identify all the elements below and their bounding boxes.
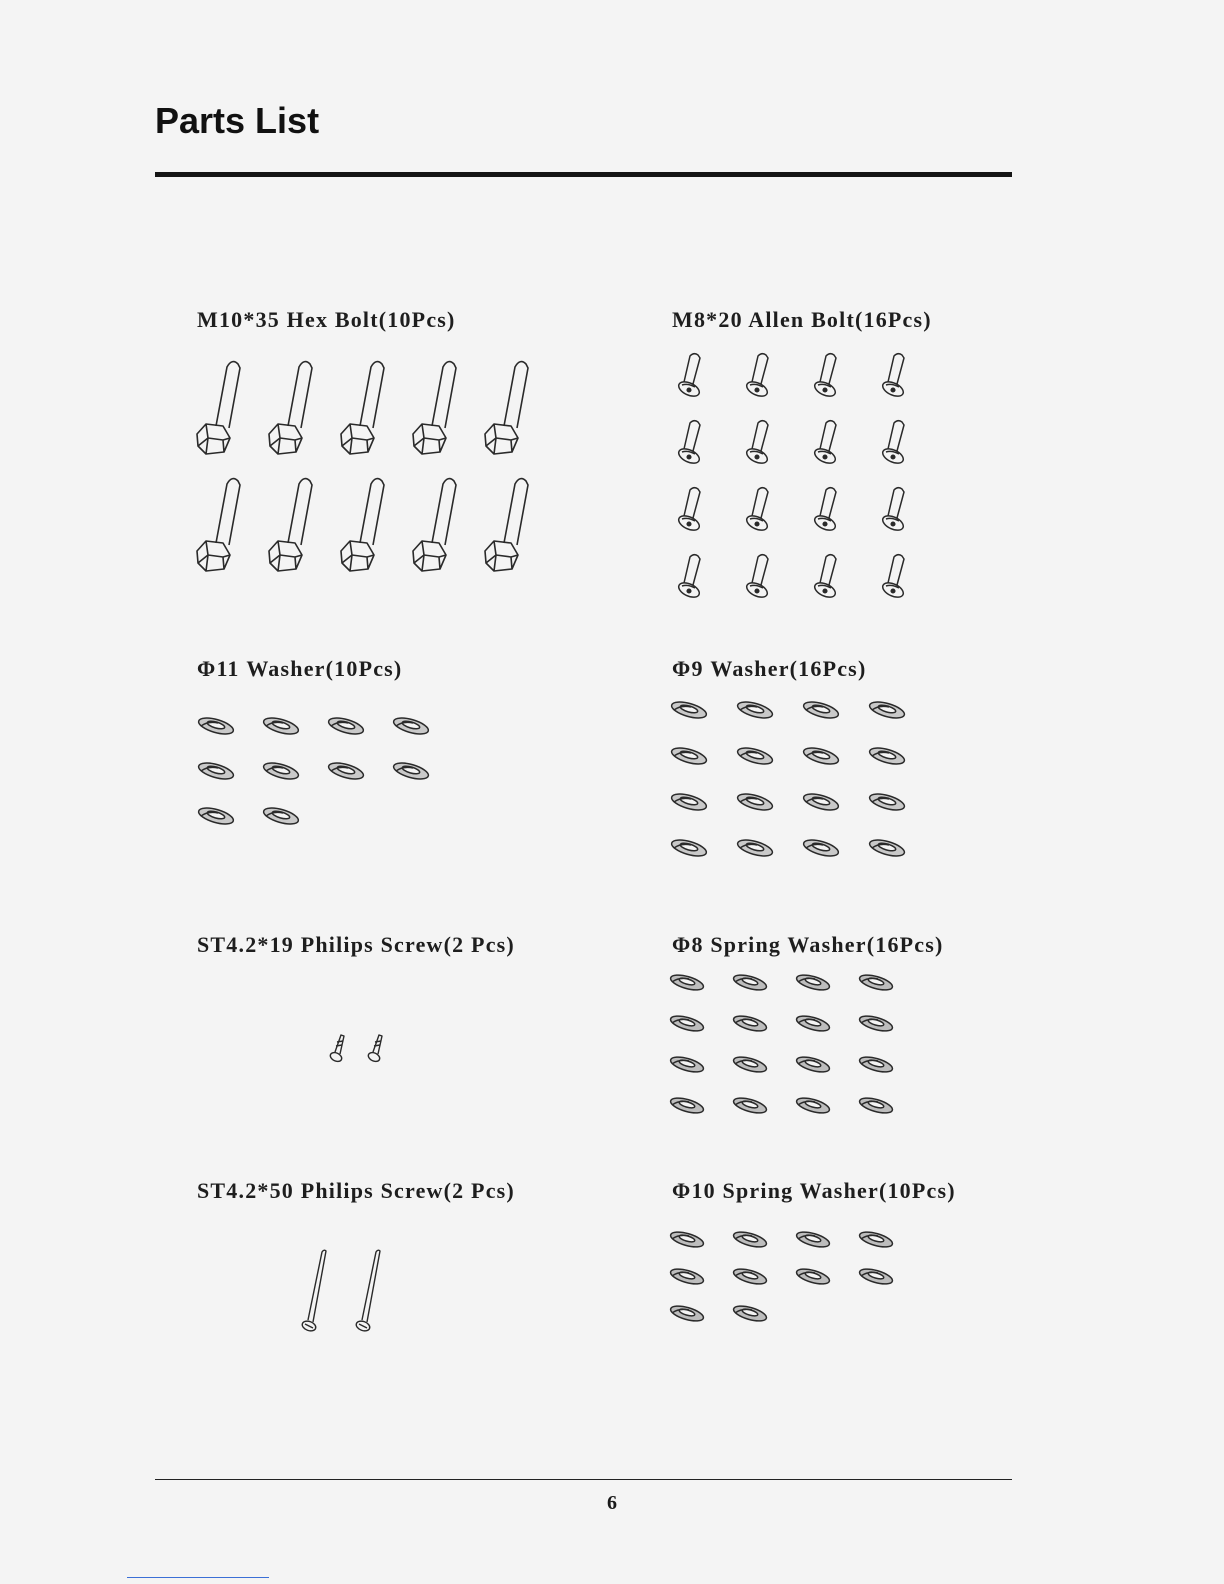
edge-link-line bbox=[127, 1577, 269, 1578]
allen-bolt-icon bbox=[880, 553, 906, 599]
footer-rule bbox=[155, 1479, 1012, 1480]
spring-washer-icon bbox=[857, 1055, 895, 1074]
spring-washer-icon bbox=[857, 1230, 895, 1249]
spring-washer-icon bbox=[794, 1055, 832, 1074]
allen-bolt-icon bbox=[812, 486, 838, 532]
washer-icon bbox=[867, 700, 907, 720]
allen-bolt-icon bbox=[880, 486, 906, 532]
short-screw-icon bbox=[365, 1032, 387, 1064]
washer-icon bbox=[196, 806, 236, 826]
spring-washer-icon bbox=[857, 1267, 895, 1286]
washer-icon bbox=[261, 716, 301, 736]
spring-washer-icon bbox=[794, 1267, 832, 1286]
label-spring-washer-8: Φ8 Spring Washer(16Pcs) bbox=[672, 932, 944, 957]
spring-washer-icon bbox=[668, 1014, 706, 1033]
allen-bolt-icon bbox=[676, 486, 702, 532]
spring-washer-icon bbox=[857, 973, 895, 992]
washer-icon bbox=[196, 761, 236, 781]
spring-washer-icon bbox=[731, 1230, 769, 1249]
spring-washer-icon bbox=[731, 1304, 769, 1323]
allen-bolt-icon bbox=[812, 352, 838, 398]
label-spring-washer-10: Φ10 Spring Washer(10Pcs) bbox=[672, 1178, 956, 1203]
label-washer-9: Φ9 Washer(16Pcs) bbox=[672, 656, 867, 681]
spring-washer-icon bbox=[668, 1267, 706, 1286]
spring-washer-icon bbox=[668, 1230, 706, 1249]
washer-icon bbox=[196, 716, 236, 736]
washer-icon bbox=[669, 838, 709, 858]
spring-washer-icon bbox=[668, 1304, 706, 1323]
spring-washer-icon bbox=[731, 1096, 769, 1115]
allen-bolt-icon bbox=[744, 486, 770, 532]
washer-icon bbox=[867, 792, 907, 812]
page-title: Parts List bbox=[155, 100, 320, 141]
label-screw-19: ST4.2*19 Philips Screw(2 Pcs) bbox=[197, 932, 515, 957]
allen-bolt-icon bbox=[676, 352, 702, 398]
washer-icon bbox=[261, 806, 301, 826]
hex-bolt-icon bbox=[194, 475, 244, 573]
washer-icon bbox=[735, 838, 775, 858]
spring-washer-icon bbox=[794, 1014, 832, 1033]
allen-bolt-icon bbox=[880, 419, 906, 465]
title-rule bbox=[155, 172, 1012, 177]
long-screw-icon bbox=[354, 1248, 384, 1334]
allen-bolt-icon bbox=[880, 352, 906, 398]
washer-icon bbox=[801, 838, 841, 858]
hex-bolt-icon bbox=[338, 358, 388, 456]
hex-bolt-icon bbox=[266, 475, 316, 573]
washer-icon bbox=[669, 700, 709, 720]
label-allen-bolt: M8*20 Allen Bolt(16Pcs) bbox=[672, 307, 932, 332]
allen-bolt-icon bbox=[744, 352, 770, 398]
spring-washer-icon bbox=[794, 973, 832, 992]
spring-washer-icon bbox=[668, 1055, 706, 1074]
allen-bolt-icon bbox=[676, 553, 702, 599]
washer-icon bbox=[735, 792, 775, 812]
spring-washer-icon bbox=[668, 973, 706, 992]
washer-icon bbox=[391, 761, 431, 781]
label-hex-bolt: M10*35 Hex Bolt(10Pcs) bbox=[197, 307, 456, 332]
spring-washer-icon bbox=[857, 1096, 895, 1115]
spring-washer-icon bbox=[668, 1096, 706, 1115]
washer-icon bbox=[669, 746, 709, 766]
allen-bolt-icon bbox=[744, 553, 770, 599]
hex-bolt-icon bbox=[482, 475, 532, 573]
washer-icon bbox=[391, 716, 431, 736]
hex-bolt-icon bbox=[266, 358, 316, 456]
washer-icon bbox=[801, 792, 841, 812]
label-washer-11: Φ11 Washer(10Pcs) bbox=[197, 656, 403, 681]
allen-bolt-icon bbox=[812, 553, 838, 599]
hex-bolt-icon bbox=[338, 475, 388, 573]
spring-washer-icon bbox=[794, 1230, 832, 1249]
washer-icon bbox=[326, 716, 366, 736]
allen-bolt-icon bbox=[676, 419, 702, 465]
spring-washer-icon bbox=[731, 1267, 769, 1286]
washer-icon bbox=[867, 838, 907, 858]
washer-icon bbox=[326, 761, 366, 781]
washer-icon bbox=[735, 746, 775, 766]
washer-icon bbox=[867, 746, 907, 766]
washer-icon bbox=[801, 746, 841, 766]
allen-bolt-icon bbox=[812, 419, 838, 465]
hex-bolt-icon bbox=[482, 358, 532, 456]
spring-washer-icon bbox=[731, 1055, 769, 1074]
spring-washer-icon bbox=[731, 1014, 769, 1033]
allen-bolt-icon bbox=[744, 419, 770, 465]
spring-washer-icon bbox=[794, 1096, 832, 1115]
washer-icon bbox=[261, 761, 301, 781]
page-number: 6 bbox=[607, 1492, 617, 1514]
hex-bolt-icon bbox=[410, 358, 460, 456]
washer-icon bbox=[801, 700, 841, 720]
label-screw-50: ST4.2*50 Philips Screw(2 Pcs) bbox=[197, 1178, 515, 1203]
washer-icon bbox=[735, 700, 775, 720]
spring-washer-icon bbox=[731, 973, 769, 992]
long-screw-icon bbox=[300, 1248, 330, 1334]
short-screw-icon bbox=[327, 1032, 349, 1064]
washer-icon bbox=[669, 792, 709, 812]
spring-washer-icon bbox=[857, 1014, 895, 1033]
hex-bolt-icon bbox=[194, 358, 244, 456]
hex-bolt-icon bbox=[410, 475, 460, 573]
